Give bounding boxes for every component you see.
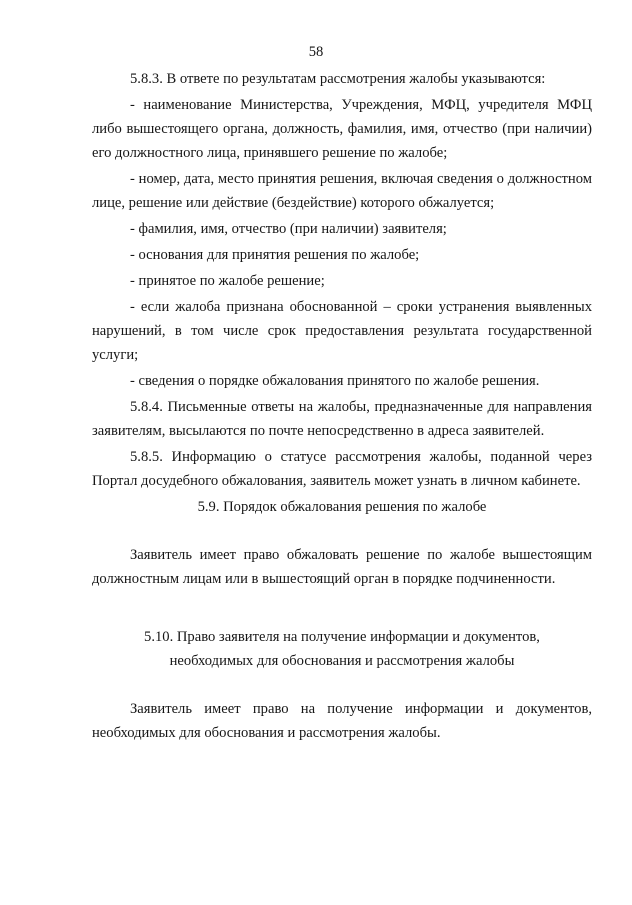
list-item-applicant-name: - фамилия, имя, отчество (при наличии) заявителя; bbox=[130, 221, 447, 237]
paragraph-5-8-3: 5.8.3. В ответе по результатам рассмотрения жалобы указываются: bbox=[130, 71, 546, 87]
page-number: 58 bbox=[308, 44, 324, 60]
paragraph-5-8-5: 5.8.5. Информацию о статусе рассмотрения жалобы, поданной через Портал досудебного обжалования, заявитель может узнать в личном кабинете. bbox=[92, 449, 592, 489]
list-item-justified-complaint: - если жалоба признана обоснованной – сроки устранения выявленных нарушений, в том числе срок предоставления результата государственной услуги; bbox=[92, 299, 592, 363]
section-heading-5-10-line1: 5.10. Право заявителя на получение информации и документов, bbox=[144, 629, 540, 645]
paragraph-5-8-4: 5.8.4. Письменные ответы на жалобы, предназначенные для направления заявителям, высылаются по почте непосредственно в адреса заявителей. bbox=[92, 399, 592, 439]
list-item-decision-number: - номер, дата, место принятия решения, включая сведения о должностном лице, решение или действие (бездействие) которого обжалуется; bbox=[92, 171, 592, 211]
list-item-ministry-name: - наименование Министерства, Учреждения, МФЦ, учредителя МФЦ либо вышестоящего органа, должность, фамилия, имя, отчество (при наличии) его должностного лица, принявшего решение по жалобе; bbox=[92, 97, 592, 161]
section-heading-5-9: 5.9. Порядок обжалования решения по жалобе bbox=[197, 499, 487, 515]
spacer bbox=[92, 673, 592, 697]
list-item-decision-grounds: - основания для принятия решения по жалобе; bbox=[130, 247, 420, 263]
section-heading-5-10 bbox=[92, 625, 592, 673]
section-heading-5-10-line2: необходимых для обоснования и рассмотрения жалобы bbox=[169, 653, 515, 669]
list-item-appeal-procedure: - сведения о порядке обжалования принятого по жалобе решения. bbox=[130, 373, 540, 389]
list-item-decision-taken: - принятое по жалобе решение; bbox=[130, 273, 325, 289]
section-5-10-text: Заявитель имеет право на получение информации и документов, необходимых для обоснования и рассмотрения жалобы. bbox=[92, 701, 592, 741]
document-body bbox=[92, 67, 592, 747]
section-5-9-text: Заявитель имеет право обжаловать решение по жалобе вышестоящим должностным лицам или в вышестоящий орган в порядке подчиненности. bbox=[92, 547, 592, 587]
spacer bbox=[92, 519, 592, 543]
